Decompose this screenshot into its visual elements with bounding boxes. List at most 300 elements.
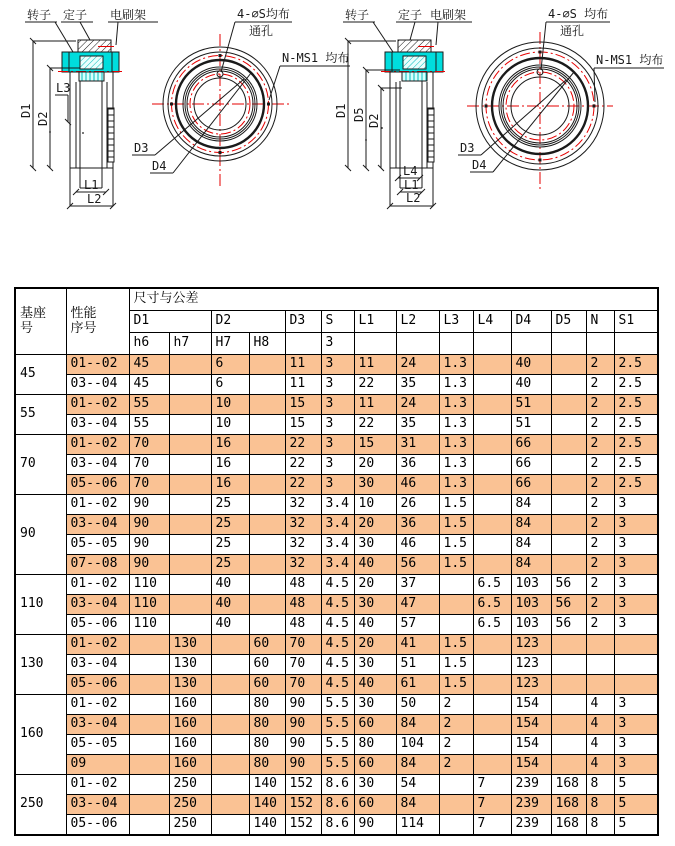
left-d3-label: D3: [134, 141, 149, 155]
value-cell: [249, 475, 285, 495]
header-tol-13: [614, 333, 658, 355]
left-l2-label: L2: [87, 192, 102, 206]
value-cell: 51: [511, 395, 551, 415]
value-cell: [129, 655, 169, 675]
value-cell: 6.5: [473, 575, 511, 595]
value-cell: 60: [354, 755, 396, 775]
value-cell: 90: [285, 715, 321, 735]
base-cell-110: 110: [15, 575, 66, 635]
value-cell: 84: [511, 515, 551, 535]
value-cell: 130: [169, 655, 211, 675]
perf-cell: 03--04: [66, 795, 129, 815]
table-row: [15, 495, 658, 515]
value-cell: 10: [354, 495, 396, 515]
header-tol-6: [354, 333, 396, 355]
value-cell: 46: [396, 475, 439, 495]
value-cell: 70: [129, 475, 169, 495]
value-cell: 2.5: [614, 435, 658, 455]
value-cell: [473, 355, 511, 375]
base-cell-250: 250: [15, 775, 66, 836]
value-cell: [169, 495, 211, 515]
value-cell: 110: [129, 575, 169, 595]
value-cell: 20: [354, 635, 396, 655]
left-side-view: [19, 7, 158, 206]
perf-cell: 03--04: [66, 655, 129, 675]
value-cell: [439, 815, 473, 836]
value-cell: 10: [211, 395, 249, 415]
table-row: [15, 655, 658, 675]
value-cell: 2: [586, 495, 614, 515]
value-cell: 6: [211, 375, 249, 395]
table-row: [15, 815, 658, 836]
value-cell: 2: [439, 755, 473, 775]
value-cell: 3.4: [321, 495, 354, 515]
value-cell: 6: [211, 355, 249, 375]
value-cell: 55: [129, 415, 169, 435]
value-cell: [551, 395, 586, 415]
value-cell: 5: [614, 775, 658, 795]
value-cell: [249, 575, 285, 595]
value-cell: 22: [354, 415, 396, 435]
value-cell: [129, 695, 169, 715]
value-cell: [249, 395, 285, 415]
value-cell: 66: [511, 475, 551, 495]
value-cell: [473, 515, 511, 535]
value-cell: 90: [129, 535, 169, 555]
left-brush-holder-label: 电刷架: [110, 8, 147, 22]
header-tol-11: [551, 333, 586, 355]
value-cell: [249, 455, 285, 475]
value-cell: 80: [354, 735, 396, 755]
perf-cell: 05--05: [66, 735, 129, 755]
value-cell: [249, 375, 285, 395]
perf-cell: 05--06: [66, 675, 129, 695]
perf-cell: 01--02: [66, 575, 129, 595]
value-cell: 84: [511, 495, 551, 515]
value-cell: 4.5: [321, 675, 354, 695]
value-cell: [551, 455, 586, 475]
value-cell: [473, 535, 511, 555]
value-cell: [211, 755, 249, 775]
value-cell: [169, 475, 211, 495]
value-cell: 84: [511, 555, 551, 575]
right-l4-label: L4: [403, 164, 418, 178]
value-cell: 11: [285, 355, 321, 375]
value-cell: [249, 615, 285, 635]
value-cell: 24: [396, 395, 439, 415]
value-cell: 2: [586, 455, 614, 475]
value-cell: 1.5: [439, 655, 473, 675]
value-cell: 40: [354, 555, 396, 575]
value-cell: 56: [551, 595, 586, 615]
header-dims-title: 尺寸与公差: [129, 288, 658, 311]
value-cell: 152: [285, 775, 321, 795]
value-cell: 60: [354, 715, 396, 735]
value-cell: 3: [321, 435, 354, 455]
value-cell: 15: [354, 435, 396, 455]
value-cell: 3: [614, 715, 658, 735]
value-cell: 16: [211, 455, 249, 475]
value-cell: 20: [354, 455, 396, 475]
value-cell: 10: [211, 415, 249, 435]
value-cell: 3: [321, 355, 354, 375]
value-cell: [169, 415, 211, 435]
value-cell: [169, 375, 211, 395]
value-cell: 154: [511, 695, 551, 715]
value-cell: 2: [586, 535, 614, 555]
value-cell: [169, 355, 211, 375]
table-row: [15, 455, 658, 475]
value-cell: 54: [396, 775, 439, 795]
left-d2-label: D2: [36, 111, 50, 126]
value-cell: 32: [285, 555, 321, 575]
value-cell: 60: [249, 655, 285, 675]
value-cell: [169, 595, 211, 615]
value-cell: 80: [249, 755, 285, 775]
value-cell: 25: [211, 535, 249, 555]
value-cell: [211, 675, 249, 695]
value-cell: 37: [396, 575, 439, 595]
value-cell: [169, 575, 211, 595]
value-cell: 56: [396, 555, 439, 575]
left-stator-label: 定子: [63, 8, 88, 22]
value-cell: [249, 535, 285, 555]
perf-cell: 01--02: [66, 355, 129, 375]
value-cell: 7: [473, 775, 511, 795]
value-cell: 30: [354, 535, 396, 555]
base-cell-70: 70: [15, 435, 66, 495]
value-cell: 103: [511, 575, 551, 595]
value-cell: 45: [129, 375, 169, 395]
value-cell: 3: [614, 515, 658, 535]
value-cell: 30: [354, 595, 396, 615]
value-cell: [551, 635, 586, 655]
value-cell: 4.5: [321, 595, 354, 615]
value-cell: 50: [396, 695, 439, 715]
value-cell: 70: [285, 675, 321, 695]
table-row: [15, 755, 658, 775]
value-cell: 84: [396, 795, 439, 815]
value-cell: [211, 715, 249, 735]
value-cell: 90: [129, 515, 169, 535]
table-row: [15, 435, 658, 455]
value-cell: [211, 735, 249, 755]
value-cell: 2.5: [614, 375, 658, 395]
value-cell: [586, 635, 614, 655]
value-cell: 5: [614, 795, 658, 815]
value-cell: [473, 495, 511, 515]
right-nms1-note: N-MS1 均布: [596, 53, 664, 67]
value-cell: 84: [396, 715, 439, 735]
value-cell: 8: [586, 775, 614, 795]
value-cell: [439, 795, 473, 815]
value-cell: 103: [511, 615, 551, 635]
value-cell: 40: [354, 675, 396, 695]
perf-cell: 03--04: [66, 415, 129, 435]
value-cell: 3: [614, 735, 658, 755]
value-cell: 152: [285, 795, 321, 815]
value-cell: 6.5: [473, 615, 511, 635]
table-row: [15, 415, 658, 435]
value-cell: [249, 355, 285, 375]
value-cell: 40: [211, 575, 249, 595]
value-cell: 80: [249, 735, 285, 755]
dimension-table-wrap: [14, 287, 659, 836]
value-cell: 3: [321, 475, 354, 495]
value-cell: 154: [511, 715, 551, 735]
value-cell: 250: [169, 815, 211, 836]
header-tol-8: [439, 333, 473, 355]
value-cell: 24: [396, 355, 439, 375]
value-cell: 25: [211, 495, 249, 515]
value-cell: [473, 555, 511, 575]
header-tol-10: [511, 333, 551, 355]
perf-cell: 03--04: [66, 375, 129, 395]
value-cell: [473, 635, 511, 655]
base-cell-90: 90: [15, 495, 66, 575]
value-cell: [551, 375, 586, 395]
value-cell: 48: [285, 595, 321, 615]
slip-ring-strip: [428, 108, 434, 162]
value-cell: [129, 675, 169, 695]
table-row: [15, 475, 658, 495]
value-cell: 2: [586, 435, 614, 455]
left-l3-label: L3: [56, 81, 71, 95]
value-cell: [473, 735, 511, 755]
value-cell: [551, 675, 586, 695]
right-d2-label: D2: [367, 113, 381, 128]
perf-cell: 01--02: [66, 395, 129, 415]
value-cell: 5.5: [321, 695, 354, 715]
value-cell: 1.5: [439, 555, 473, 575]
right-l1-label: L1: [404, 178, 419, 192]
value-cell: [551, 755, 586, 775]
value-cell: 11: [354, 395, 396, 415]
value-cell: 3: [321, 395, 354, 415]
value-cell: [439, 575, 473, 595]
table-row: [15, 355, 658, 375]
value-cell: 3: [321, 375, 354, 395]
value-cell: [614, 635, 658, 655]
value-cell: [551, 655, 586, 675]
value-cell: [169, 535, 211, 555]
table-row: [15, 675, 658, 695]
value-cell: [129, 775, 169, 795]
perf-cell: 05--05: [66, 535, 129, 555]
value-cell: 2: [586, 575, 614, 595]
value-cell: 11: [285, 375, 321, 395]
header-dim-S: S: [321, 311, 354, 333]
value-cell: [129, 795, 169, 815]
value-cell: [249, 495, 285, 515]
value-cell: [473, 715, 511, 735]
value-cell: 32: [285, 515, 321, 535]
value-cell: [473, 435, 511, 455]
value-cell: 7: [473, 815, 511, 836]
value-cell: 1.3: [439, 455, 473, 475]
value-cell: 26: [396, 495, 439, 515]
value-cell: 61: [396, 675, 439, 695]
cad-drawing-svg: [0, 0, 675, 288]
table-row: [15, 695, 658, 715]
right-holes-note-line1: 4-⌀S 均布: [548, 7, 609, 21]
value-cell: 31: [396, 435, 439, 455]
value-cell: 40: [354, 615, 396, 635]
value-cell: 3: [614, 555, 658, 575]
value-cell: 70: [129, 455, 169, 475]
value-cell: 46: [396, 535, 439, 555]
value-cell: 2: [586, 355, 614, 375]
value-cell: [551, 355, 586, 375]
value-cell: 1.3: [439, 375, 473, 395]
perf-cell: 01--02: [66, 495, 129, 515]
value-cell: 84: [396, 755, 439, 775]
value-cell: [551, 555, 586, 575]
value-cell: 8: [586, 795, 614, 815]
left-holes-note-line2: 通孔: [249, 24, 274, 38]
value-cell: 36: [396, 515, 439, 535]
perf-cell: 09: [66, 755, 129, 775]
value-cell: 239: [511, 815, 551, 836]
header-dim-N: N: [586, 311, 614, 333]
value-cell: 1.5: [439, 635, 473, 655]
value-cell: 1.3: [439, 475, 473, 495]
value-cell: 90: [129, 495, 169, 515]
value-cell: [551, 415, 586, 435]
value-cell: 47: [396, 595, 439, 615]
value-cell: 4.5: [321, 575, 354, 595]
value-cell: 5.5: [321, 715, 354, 735]
value-cell: 70: [285, 655, 321, 675]
value-cell: 123: [511, 675, 551, 695]
value-cell: 1.3: [439, 435, 473, 455]
header-perf: 性能 序号: [66, 288, 129, 355]
value-cell: 3: [321, 455, 354, 475]
left-front-view: [132, 6, 350, 186]
value-cell: 4: [586, 755, 614, 775]
value-cell: [249, 435, 285, 455]
table-row: [15, 735, 658, 755]
value-cell: [614, 675, 658, 695]
value-cell: 70: [285, 635, 321, 655]
value-cell: [211, 635, 249, 655]
value-cell: [473, 675, 511, 695]
right-d3-label: D3: [460, 141, 475, 155]
value-cell: 55: [129, 395, 169, 415]
header-dim-L4: L4: [473, 311, 511, 333]
value-cell: 60: [249, 635, 285, 655]
value-cell: 250: [169, 795, 211, 815]
value-cell: 168: [551, 795, 586, 815]
value-cell: 8.6: [321, 775, 354, 795]
value-cell: [129, 635, 169, 655]
value-cell: 140: [249, 815, 285, 836]
value-cell: 239: [511, 795, 551, 815]
value-cell: 6.5: [473, 595, 511, 615]
perf-cell: 01--02: [66, 775, 129, 795]
value-cell: [551, 435, 586, 455]
value-cell: 2: [439, 695, 473, 715]
value-cell: 2: [586, 595, 614, 615]
value-cell: 60: [354, 795, 396, 815]
value-cell: [169, 615, 211, 635]
header-dim-L2: L2: [396, 311, 439, 333]
value-cell: 4.5: [321, 655, 354, 675]
value-cell: 36: [396, 455, 439, 475]
value-cell: 57: [396, 615, 439, 635]
slip-ring-strip: [108, 108, 114, 162]
value-cell: 66: [511, 435, 551, 455]
value-cell: 154: [511, 735, 551, 755]
header-tol-9: [473, 333, 511, 355]
value-cell: [473, 455, 511, 475]
value-cell: 7: [473, 795, 511, 815]
value-cell: [211, 655, 249, 675]
value-cell: 22: [285, 455, 321, 475]
value-cell: 20: [354, 515, 396, 535]
value-cell: 90: [285, 755, 321, 775]
value-cell: 80: [249, 695, 285, 715]
value-cell: [129, 815, 169, 836]
value-cell: 35: [396, 415, 439, 435]
value-cell: [473, 375, 511, 395]
value-cell: [211, 795, 249, 815]
right-rotor-label: 转子: [345, 8, 370, 22]
value-cell: 1.5: [439, 535, 473, 555]
value-cell: 239: [511, 775, 551, 795]
value-cell: [473, 415, 511, 435]
value-cell: 2: [439, 715, 473, 735]
value-cell: 3: [614, 535, 658, 555]
value-cell: 3: [614, 575, 658, 595]
value-cell: 103: [511, 595, 551, 615]
header-tol-3: H8: [249, 333, 285, 355]
value-cell: [169, 555, 211, 575]
value-cell: 90: [129, 555, 169, 575]
value-cell: [551, 495, 586, 515]
value-cell: 160: [169, 695, 211, 715]
value-cell: 1.3: [439, 395, 473, 415]
value-cell: 3: [614, 695, 658, 715]
value-cell: 48: [285, 615, 321, 635]
value-cell: [211, 815, 249, 836]
header-tol-4: [285, 333, 321, 355]
left-l1-label: L1: [84, 178, 99, 192]
value-cell: 40: [211, 595, 249, 615]
perf-cell: 03--04: [66, 455, 129, 475]
value-cell: 160: [169, 715, 211, 735]
value-cell: 250: [169, 775, 211, 795]
value-cell: 2: [586, 515, 614, 535]
value-cell: 160: [169, 735, 211, 755]
value-cell: 66: [511, 455, 551, 475]
value-cell: 25: [211, 515, 249, 535]
right-d1-label: D1: [334, 103, 348, 118]
table-row: [15, 395, 658, 415]
value-cell: [439, 615, 473, 635]
value-cell: 3.4: [321, 515, 354, 535]
value-cell: 5: [614, 815, 658, 836]
value-cell: [249, 555, 285, 575]
value-cell: 1.3: [439, 415, 473, 435]
value-cell: 30: [354, 775, 396, 795]
value-cell: 60: [249, 675, 285, 695]
value-cell: [129, 735, 169, 755]
value-cell: 110: [129, 615, 169, 635]
right-brush-holder-label: 电刷架: [430, 8, 467, 22]
value-cell: 16: [211, 475, 249, 495]
value-cell: 130: [169, 675, 211, 695]
